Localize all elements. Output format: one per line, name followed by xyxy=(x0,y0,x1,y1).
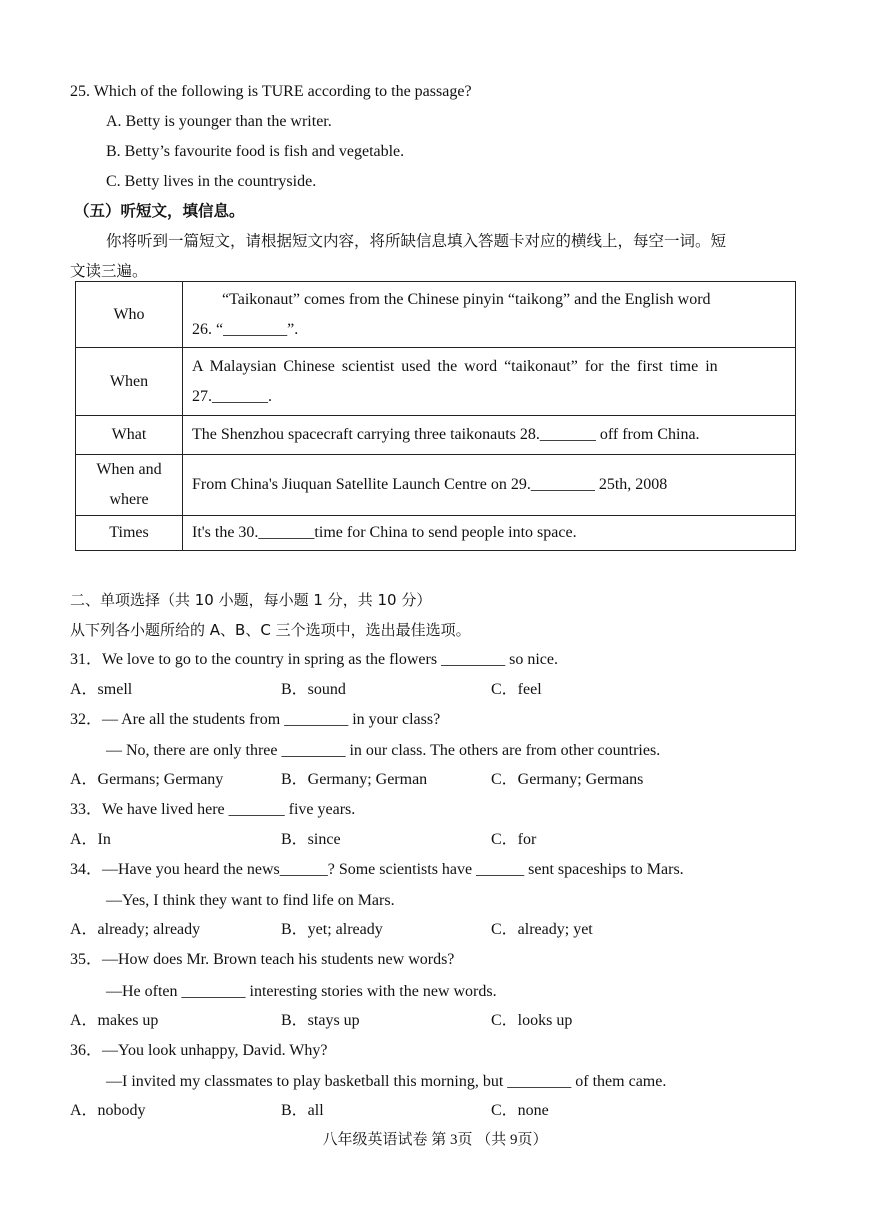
table-row xyxy=(76,416,796,455)
question-31-option-b[interactable]: B．sound xyxy=(281,681,346,698)
row-content-line: “Taikonaut” comes from the Chinese pinyin “taikong” and the English word xyxy=(222,290,711,308)
question-25-option-a: A. Betty is younger than the writer. xyxy=(106,113,332,130)
question-32-stem-line2: — No, there are only three ________ in our class. The others are from other countries. xyxy=(106,742,661,759)
question-35-option-b[interactable]: B．stays up xyxy=(281,1012,360,1029)
row-label: What xyxy=(76,416,183,455)
blank-28[interactable]: The Shenzhou spacecraft carrying three taikonauts 28._______ off from China. xyxy=(183,416,796,455)
info-table xyxy=(75,281,796,551)
section-5-title: （五）听短文，填信息。 xyxy=(74,202,245,220)
question-25-stem: 25. Which of the following is TURE according to the passage? xyxy=(70,83,472,100)
page-footer: 八年级英语试卷 第 3页 （共 9页） xyxy=(322,1132,548,1148)
question-36-option-a[interactable]: A．nobody xyxy=(70,1102,146,1119)
question-32-option-c[interactable]: C．Germany; Germans xyxy=(491,771,644,788)
question-33-option-a[interactable]: A．In xyxy=(70,831,111,848)
question-35-stem-line2: —He often ________ interesting stories with the new words. xyxy=(106,983,497,1000)
question-33-stem: 33．We have lived here _______ five years. xyxy=(70,801,356,818)
row-label-line: where xyxy=(109,491,149,508)
question-35-option-c[interactable]: C．looks up xyxy=(491,1012,573,1029)
question-25-option-b: B. Betty’s favourite food is fish and vegetable. xyxy=(106,143,405,160)
question-34-stem: 34．—Have you heard the news______? Some scientists have ______ sent spaceships to Mars. xyxy=(70,861,684,878)
question-35-stem: 35．—How does Mr. Brown teach his students new words? xyxy=(70,951,455,968)
question-32-stem: 32．— Are all the students from ________ in your class? xyxy=(70,711,441,728)
section-5-instruction-line1: 你将听到一篇短文，请根据短文内容，将所缺信息填入答题卡对应的横线上，每空一词。短 xyxy=(106,232,727,250)
question-25-option-c: C. Betty lives in the countryside. xyxy=(106,173,317,190)
question-34-option-a[interactable]: A．already; already xyxy=(70,921,201,938)
section-5-instruction-line2: 文读三遍。 xyxy=(70,262,148,280)
part-2-instruction: 从下列各小题所给的 A、B、C 三个选项中，选出最佳选项。 xyxy=(70,621,471,639)
blank-27[interactable]: 27._______. xyxy=(192,387,272,405)
question-36-option-b[interactable]: B．all xyxy=(281,1102,324,1119)
row-content xyxy=(183,282,796,348)
blank-26[interactable]: 26. “________”. xyxy=(192,320,299,338)
question-34-stem-line2: —Yes, I think they want to find life on Mars. xyxy=(106,892,395,909)
blank-29[interactable]: From China's Jiuquan Satellite Launch Centre on 29.________ 25th, 2008 xyxy=(183,455,796,516)
question-34-option-b[interactable]: B．yet; already xyxy=(281,921,383,938)
table-row xyxy=(76,516,796,551)
question-33-option-b[interactable]: B．since xyxy=(281,831,341,848)
question-34-option-c[interactable]: C．already; yet xyxy=(491,921,593,938)
question-36-stem: 36．—You look unhappy, David. Why? xyxy=(70,1042,328,1059)
blank-30[interactable]: It's the 30._______time for China to send people into space. xyxy=(183,516,796,551)
question-36-stem-line2: —I invited my classmates to play basketball this morning, but ________ of them came. xyxy=(106,1073,667,1090)
row-label: When xyxy=(76,348,183,416)
question-35-option-a[interactable]: A．makes up xyxy=(70,1012,159,1029)
question-32-option-b[interactable]: B．Germany; German xyxy=(281,771,428,788)
table-row xyxy=(76,282,796,348)
part-2-title: 二、单项选择（共 10 小题，每小题 1 分，共 10 分） xyxy=(70,591,432,609)
table-row xyxy=(76,348,796,416)
row-label-line: When and xyxy=(96,461,162,478)
question-33-option-c[interactable]: C．for xyxy=(491,831,537,848)
question-32-option-a[interactable]: A．Germans; Germany xyxy=(70,771,224,788)
question-36-option-c[interactable]: C．none xyxy=(491,1102,549,1119)
question-31-stem: 31．We love to go to the country in spring as the flowers ________ so nice. xyxy=(70,651,558,668)
row-content xyxy=(183,348,796,416)
row-content-line: A Malaysian Chinese scientist used the word “taikonaut” for the first time in xyxy=(192,357,718,375)
row-label: Who xyxy=(76,282,183,348)
question-31-option-c[interactable]: C．feel xyxy=(491,681,542,698)
row-label: Times xyxy=(76,516,183,551)
question-31-option-a[interactable]: A．smell xyxy=(70,681,133,698)
row-label xyxy=(76,455,183,516)
table-row xyxy=(76,455,796,516)
